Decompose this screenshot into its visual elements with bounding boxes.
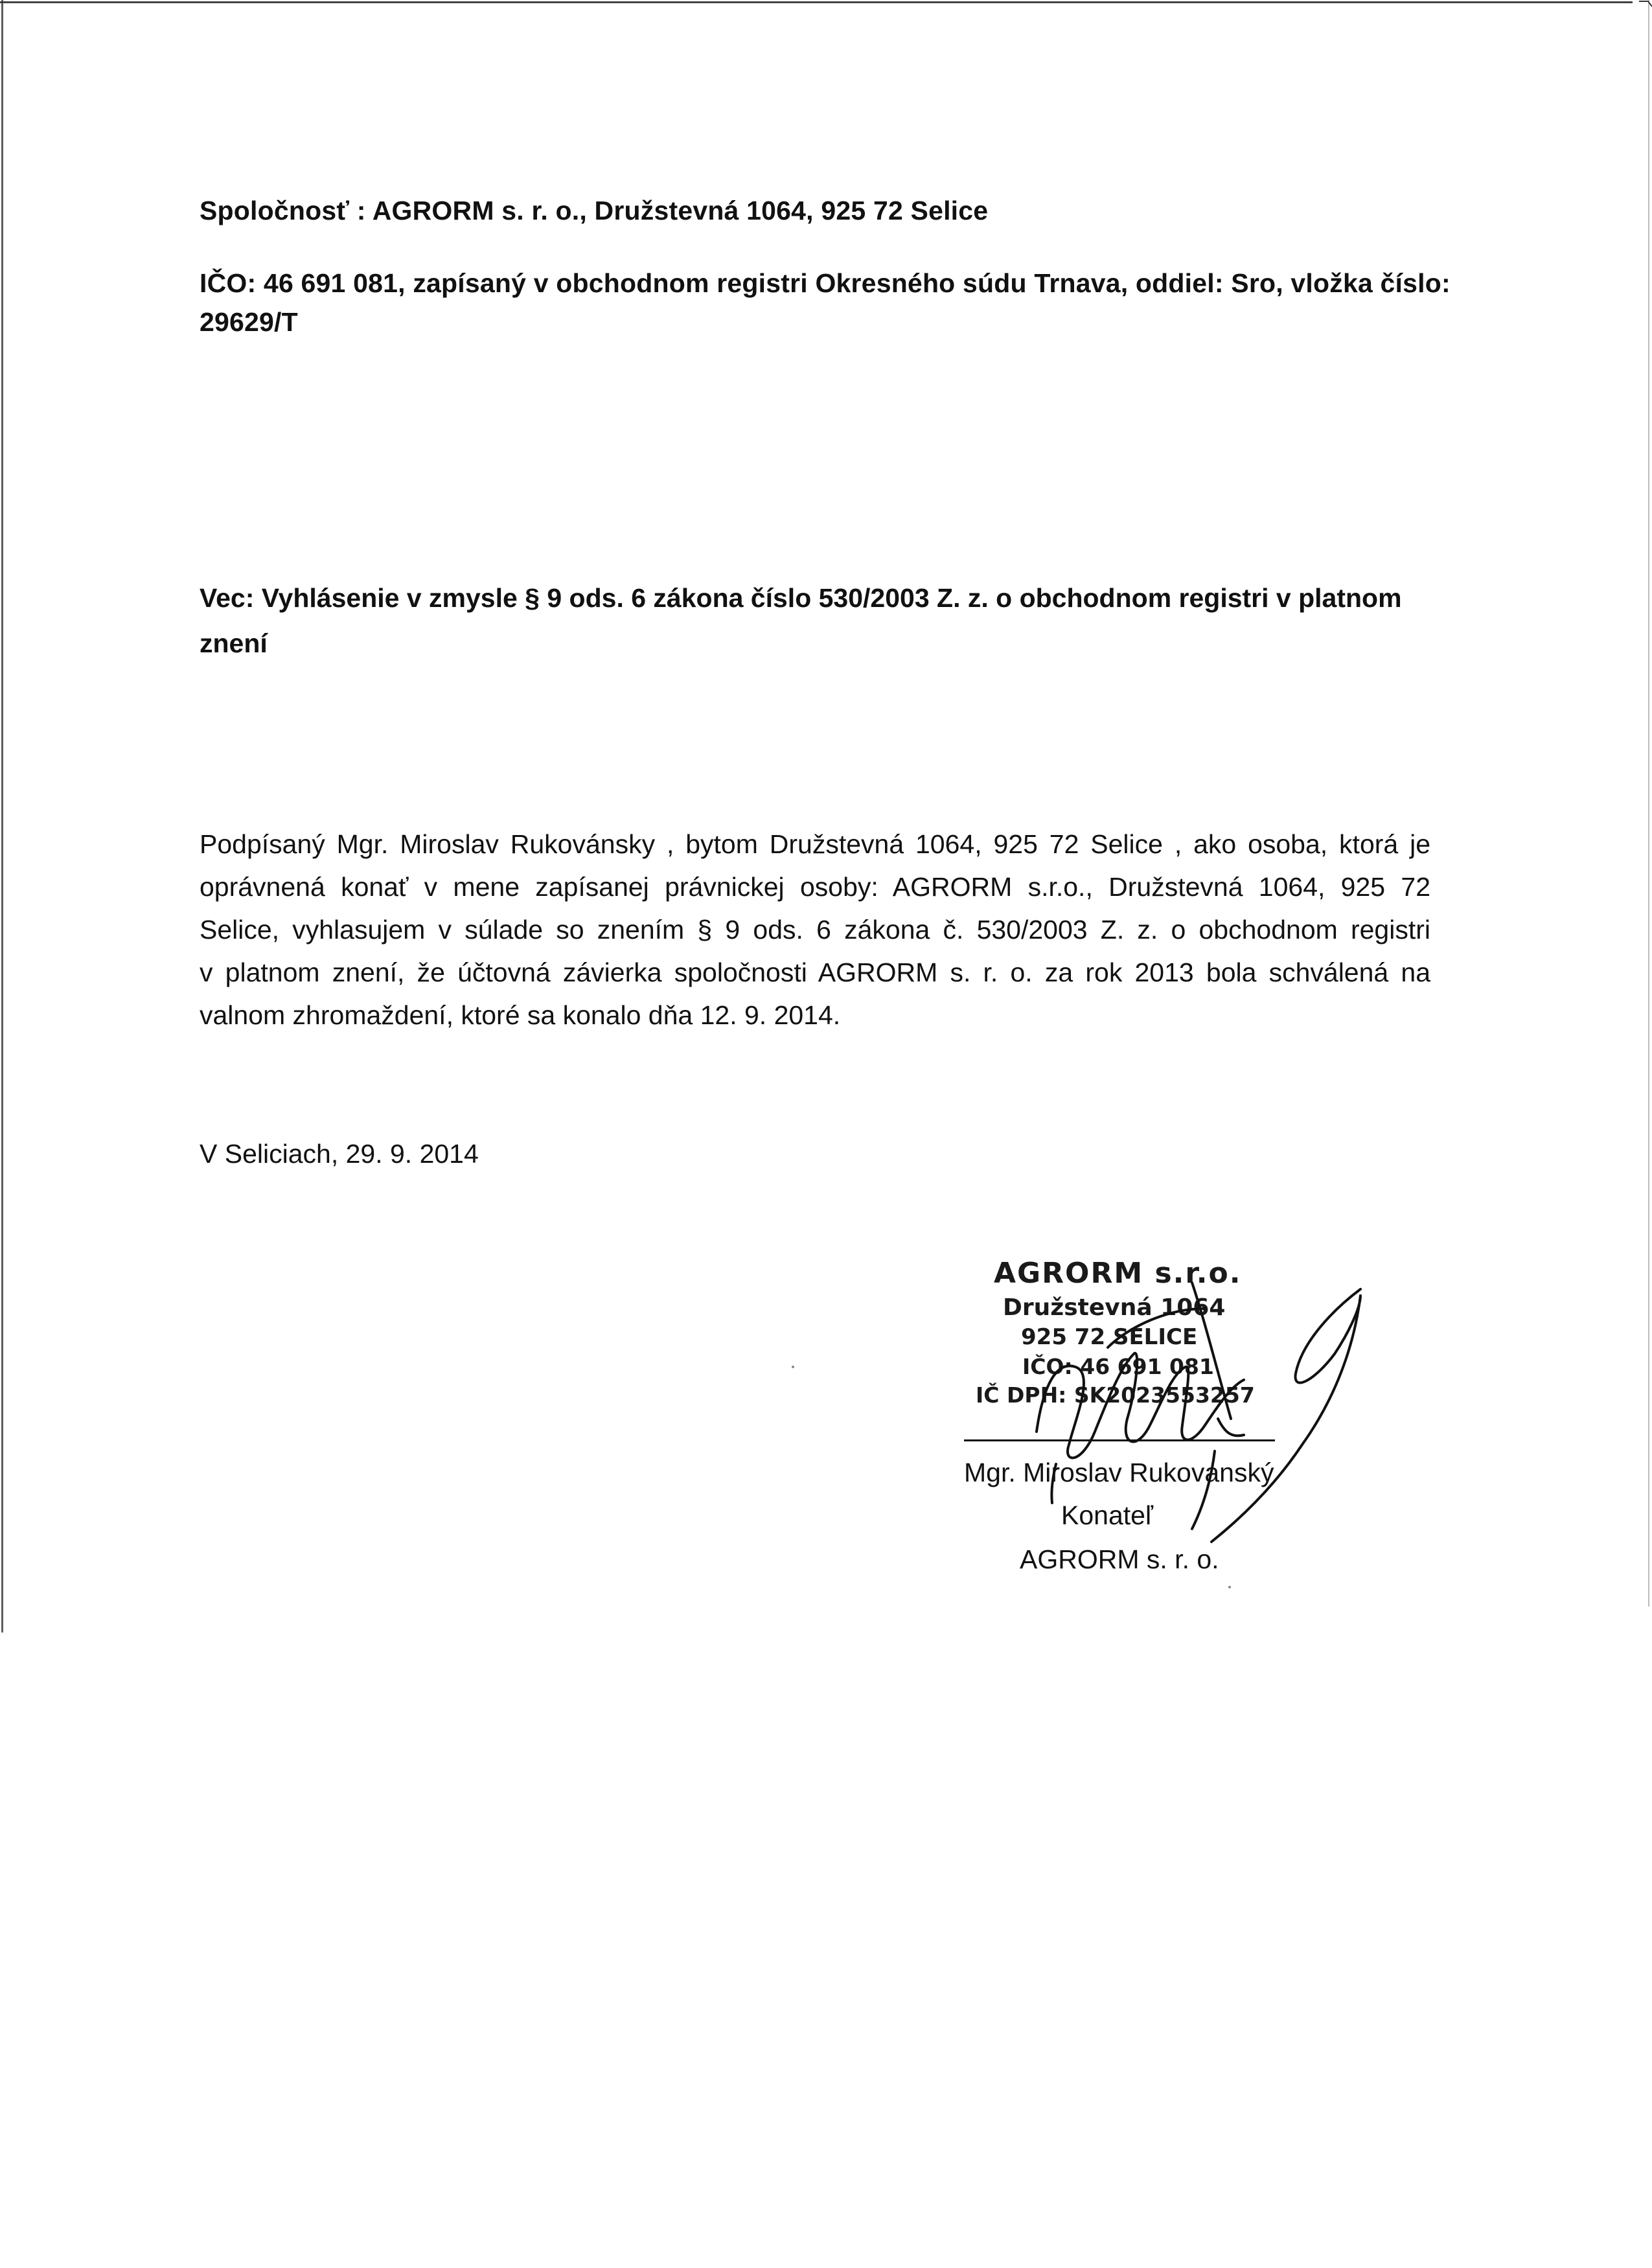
stamp-ic-dph: IČ DPH: SK2023553257	[976, 1382, 1255, 1408]
ico-registration-line: IČO: 46 691 081, zapísaný v obchodnom registri Okresného súdu Trnava, oddiel: Sro, vložka číslo:	[200, 268, 1451, 298]
scan-edge-top	[0, 1, 1633, 3]
signature-line	[964, 1439, 1275, 1441]
company-line: Spoločnosť : AGRORM s. r. o., Družstevná 1064, 925 72 Selice	[200, 196, 989, 225]
stamp-company-name: AGRORM s.r.o.	[994, 1257, 1242, 1290]
subject-line-cont: znení	[200, 628, 268, 658]
ico-registration-line-cont: 29629/T	[200, 307, 298, 337]
scan-speck	[792, 1366, 794, 1368]
signatory-name: Mgr. Miroslav Rukovanský	[964, 1458, 1274, 1487]
place-and-date: V Seliciach, 29. 9. 2014	[200, 1139, 479, 1169]
paragraph-line: Selice, vyhlasujem v súlade so znením § 9 ods. 6 zákona č. 530/2003 Z. z. o obchodnom registri	[200, 915, 1430, 945]
stamp-street: Družstevná 1064	[1003, 1294, 1226, 1321]
subject-line: Vec: Vyhlásenie v zmysle § 9 ods. 6 zákona číslo 530/2003 Z. z. o obchodnom registri v platnom	[200, 583, 1402, 613]
handwritten-signature	[998, 1270, 1386, 1568]
declaration-paragraph	[200, 823, 1430, 1037]
paragraph-line: oprávnená konať v mene zapísanej právnickej osoby: AGRORM s.r.o., Družstevná 1064, 925 72	[200, 872, 1430, 902]
signatory-role: Konateľ	[1061, 1500, 1153, 1530]
scan-speck	[1228, 1586, 1231, 1588]
scan-edge-right	[1648, 0, 1649, 1607]
stamp-city: 925 72 SELICE	[1021, 1324, 1198, 1350]
paragraph-line: v platnom znení, že účtovná závierka spoločnosti AGRORM s. r. o. za rok 2013 bola schválená na	[200, 957, 1430, 987]
scan-edge-left	[1, 0, 3, 1632]
paragraph-line: valnom zhromaždení, ktoré sa konalo dňa 12. 9. 2014.	[200, 1000, 841, 1030]
paragraph-line: Podpísaný Mgr. Miroslav Rukovánsky , bytom Družstevná 1064, 925 72 Selice , ako osoba, ktorá je	[200, 829, 1430, 859]
stamp-ico: IČO: 46 691 081	[1022, 1354, 1214, 1379]
scan-corner-mark	[1639, 0, 1652, 13]
signatory-organization: AGRORM s. r. o.	[1020, 1544, 1219, 1574]
